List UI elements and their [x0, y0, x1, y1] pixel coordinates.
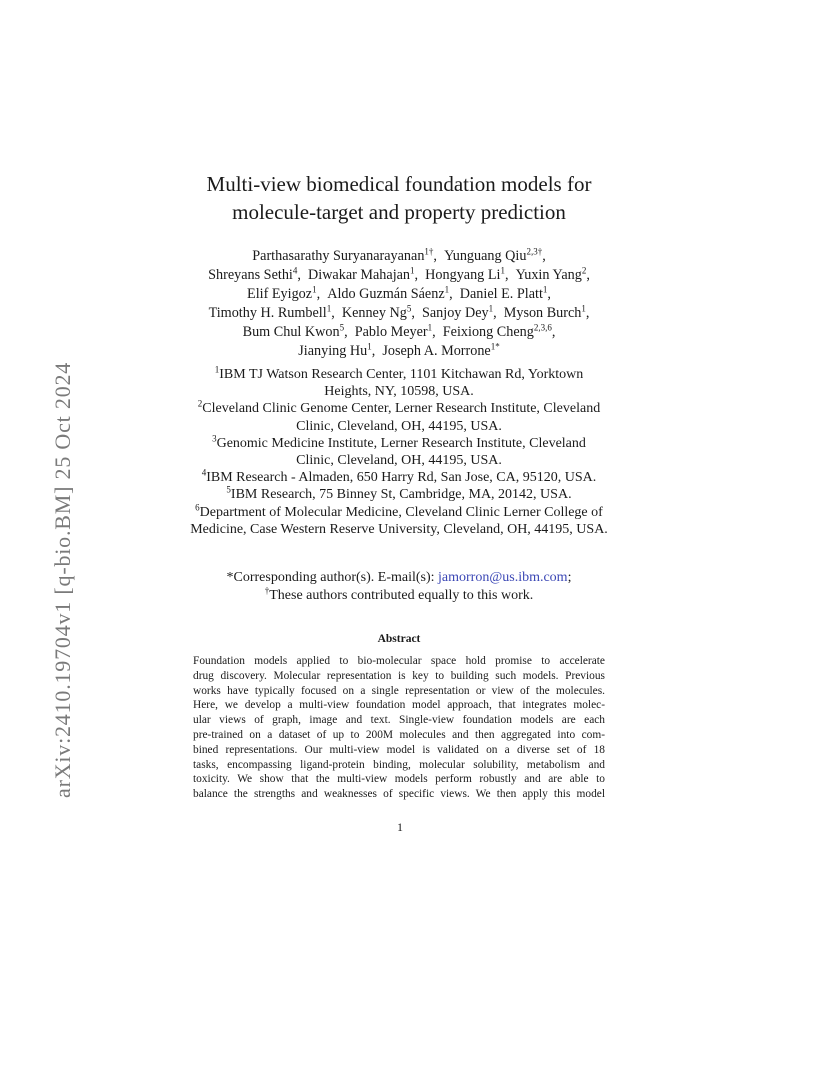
author: Jianying Hu$^1$, — [298, 341, 376, 359]
author-name: Joseph A. Morrone — [382, 343, 491, 359]
affiliation-number: 1 — [214, 364, 220, 375]
author-affiliation-mark: 1 — [542, 284, 548, 295]
author-affiliation-mark: 1* — [490, 341, 500, 352]
title-line: molecule-target and property prediction — [232, 200, 566, 224]
author-affiliation-mark: 1 — [367, 341, 372, 352]
affiliation-line — [168, 418, 630, 435]
equal-contribution-note — [168, 587, 630, 605]
equal-contribution-text: These authors contributed equally to this work. — [269, 588, 534, 603]
affiliation-line — [168, 486, 630, 503]
author-affiliation-mark: 1 — [581, 303, 586, 314]
abstract-line: drug discovery. Molecular representation is key to building such models. Previous — [193, 669, 605, 682]
affiliation-text: Medicine, Case Western Reserve University, Cleveland, OH, 44195, USA. — [190, 521, 608, 537]
affiliation-list — [168, 366, 630, 538]
corresponding-prefix: *Corresponding author(s). E-mail(s): — [226, 570, 439, 585]
email-link[interactable]: jamorron@us.ibm.com — [438, 570, 568, 585]
author: Kenney Ng$^5$, — [341, 303, 415, 321]
affiliation-number: 2 — [197, 398, 203, 409]
affiliation-line — [168, 383, 630, 400]
abstract-line: pre-trained on a dataset of up to 200M molecules and then aggregated into com- — [193, 728, 605, 741]
author: Yuxin Yang$^2$, — [515, 265, 590, 283]
arxiv-identifier-stamp: arXiv:2410.19704v1 [q-bio.BM] 25 Oct 2024 — [50, 361, 75, 798]
author-line — [168, 247, 630, 266]
author: Daniel E. Platt$^1$, — [459, 284, 551, 302]
corresponding-suffix: ; — [567, 570, 572, 585]
author: Aldo Guzmán Sáenz$^1$, — [327, 284, 453, 302]
author-affiliation-mark: 1 — [326, 303, 332, 314]
author-name: Myson Burch — [503, 305, 582, 321]
affiliation-number: 3 — [212, 433, 217, 444]
author-name: Hongyang Li — [425, 267, 501, 283]
author-line — [168, 285, 630, 304]
author-name: Pablo Meyer — [354, 324, 428, 340]
author-affiliation-mark: 1 — [427, 322, 433, 333]
corresponding-author-note — [168, 569, 630, 587]
author-affiliation-mark: 4 — [292, 265, 298, 276]
author-name: Parthasarathy Suryanarayanan — [252, 248, 425, 264]
affiliation-text: IBM Research, 75 Binney St, Cambridge, MA, 20142, USA. — [230, 487, 572, 503]
affiliation-text: Heights, NY, 10598, USA. — [324, 384, 474, 400]
affiliation-line — [168, 366, 630, 383]
affiliation-text: IBM TJ Watson Research Center, 1101 Kitchawan Rd, Yorktown — [219, 367, 584, 382]
abstract-heading: Abstract — [377, 633, 421, 645]
author-name: Yuxin Yang — [515, 267, 582, 283]
author: Parthasarathy Suryanarayanan$^{1\dagger}$, — [252, 246, 437, 264]
author-line — [168, 342, 630, 361]
author: Pablo Meyer$^1$, — [354, 322, 436, 340]
abstract-line: toxicity. We show that the multi-view models perform robustly and are able to — [193, 773, 605, 786]
affiliation-line — [168, 435, 630, 452]
author-affiliation-mark: 1 — [312, 284, 317, 295]
author-name: Bum Chul Kwon — [242, 324, 340, 340]
affiliation-text: Clinic, Cleveland, OH, 44195, USA. — [296, 453, 502, 469]
author: Sanjoy Dey$^1$, — [421, 303, 497, 321]
paper-title — [150, 170, 648, 226]
author-affiliation-mark: 2,3,6 — [533, 322, 552, 333]
affiliation-text: IBM Research - Almaden, 650 Harry Rd, San Jose, CA, 95120, USA. — [206, 470, 597, 486]
abstract-line: Here, we develop a multi-view foundation model approach, that integrates molec- — [193, 699, 605, 712]
dagger-mark: † — [264, 585, 270, 596]
author-affiliation-mark: 5 — [339, 322, 345, 333]
author-name: Shreyans Sethi — [208, 267, 293, 283]
abstract-line: bined representations. Our multi-view model is validated on a diverse set of 18 — [193, 743, 605, 756]
affiliation-number: 6 — [195, 501, 200, 512]
author: Timothy H. Rumbell$^1$, — [208, 303, 335, 321]
author-name: Aldo Guzmán Sáenz — [327, 286, 445, 302]
author: Feixiong Cheng$^{2,3,6}$, — [442, 322, 556, 340]
author-list — [168, 247, 630, 361]
affiliation-line — [168, 521, 630, 538]
affiliation-text: Clinic, Cleveland, OH, 44195, USA. — [296, 418, 502, 434]
affiliation-line — [168, 452, 630, 469]
abstract-line: tasks, encompassing ligand-protein binding, molecular solubility, metabolism and — [193, 758, 605, 771]
author-affiliation-mark: 5 — [406, 303, 412, 314]
affiliation-line — [168, 400, 630, 417]
author: Yunguang Qiu$^{2,3\dagger}$, — [444, 246, 546, 264]
author-line — [168, 266, 630, 285]
author-name: Feixiong Cheng — [442, 324, 534, 340]
author-notes — [168, 569, 630, 605]
author: Hongyang Li$^1$, — [425, 265, 509, 283]
author: Diwakar Mahajan$^1$, — [308, 265, 419, 283]
author-name: Kenney Ng — [341, 305, 407, 321]
author-name: Timothy H. Rumbell — [208, 305, 327, 321]
affiliation-text: Department of Molecular Medicine, Cleveland Clinic Lerner College of — [199, 504, 603, 520]
author-affiliation-mark: 2,3† — [526, 246, 543, 257]
abstract-line: balance the strengths and weaknesses of specific views. We then apply this model — [193, 788, 605, 801]
affiliation-number: 5 — [226, 484, 231, 495]
affiliation-number: 4 — [201, 467, 207, 478]
author-affiliation-mark: 1 — [410, 265, 415, 276]
abstract-line: ular views of graph, image and text. Single-view foundation models are each — [193, 714, 605, 727]
author: Bum Chul Kwon$^5$, — [242, 322, 348, 340]
author: Myson Burch$^1$, — [503, 303, 590, 321]
abstract-body — [193, 654, 605, 802]
author-affiliation-mark: 1 — [488, 303, 494, 314]
author-line — [168, 323, 630, 342]
author-name: Elif Eyigoz — [247, 286, 313, 302]
title-line: Multi-view biomedical foundation models for — [206, 172, 592, 196]
author-affiliation-mark: 2 — [581, 265, 587, 276]
author-line — [168, 304, 630, 323]
author — [382, 343, 499, 359]
author: Shreyans Sethi$^4$, — [208, 265, 301, 283]
affiliation-line — [168, 469, 630, 486]
author-affiliation-mark: 1 — [444, 284, 450, 295]
abstract-line: works have typically focused on a single representation or view of the molecules. — [193, 684, 605, 697]
author-name: Diwakar Mahajan — [308, 267, 411, 283]
affiliation-text: Cleveland Clinic Genome Center, Lerner Research Institute, Cleveland — [202, 401, 601, 417]
author: Elif Eyigoz$^1$, — [247, 284, 321, 302]
author-name: Daniel E. Platt — [459, 286, 543, 302]
author-affiliation-mark: 1† — [424, 246, 434, 257]
affiliation-text: Genomic Medicine Institute, Lerner Research Institute, Cleveland — [216, 435, 586, 451]
affiliation-line — [168, 501, 630, 521]
author-name: Yunguang Qiu — [444, 248, 527, 264]
author-name: Sanjoy Dey — [421, 305, 489, 321]
author-affiliation-mark: 1 — [500, 265, 505, 276]
abstract-line: Foundation models applied to bio-molecular space hold promise to accelerate — [193, 655, 605, 667]
author-name: Jianying Hu — [298, 343, 368, 359]
page-number: 1 — [397, 820, 403, 834]
